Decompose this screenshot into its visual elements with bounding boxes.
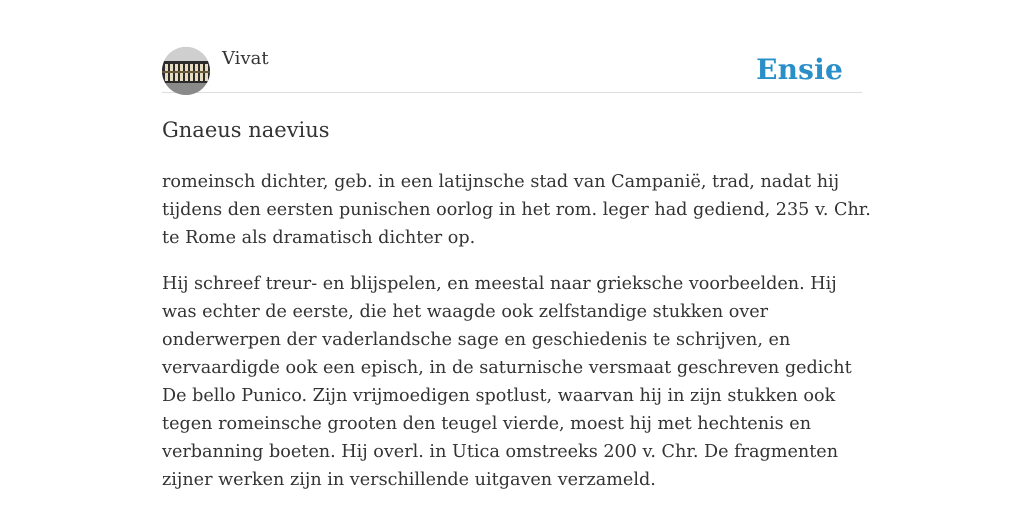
page-title: Gnaeus naevius [162, 118, 330, 142]
ensie-logo[interactable]: Ensie [756, 53, 843, 86]
paragraph-2: Hij schreef treur- en blijspelen, en meestal naar grieksche voorbeelden. Hij was echter de eerste, die het waagde ook zelfstandige stukken over onderwerpen der vaderlandsche sage en geschiedenis te schrijven, en vervaardigde ook een episch, in de saturnische versmaat geschreven gedicht De bello Punico. Zijn vrijmoedigen spotlust, waarvan hij in zijn stukken ook tegen romeinsche grooten den teugel vierde, moest hij met hechtenis en verbanning boeten. Hij overl. in Utica omstreeks 200 v. Chr. De fragmenten zijner werken zijn in verschillende uitgaven verzameld. [162, 274, 852, 490]
source-avatar[interactable] [162, 47, 210, 95]
source-name[interactable]: Vivat [222, 48, 269, 69]
page-header [162, 46, 862, 93]
paragraph-1: romeinsch dichter, geb. in een latijnsche stad van Campanië, trad, nadat hij tijdens den eersten punischen oorlog in het rom. leger had gediend, 235 v. Chr. te Rome als dramatisch dichter op. [162, 172, 871, 248]
article-body [162, 168, 872, 512]
book-spines-icon [162, 47, 210, 95]
